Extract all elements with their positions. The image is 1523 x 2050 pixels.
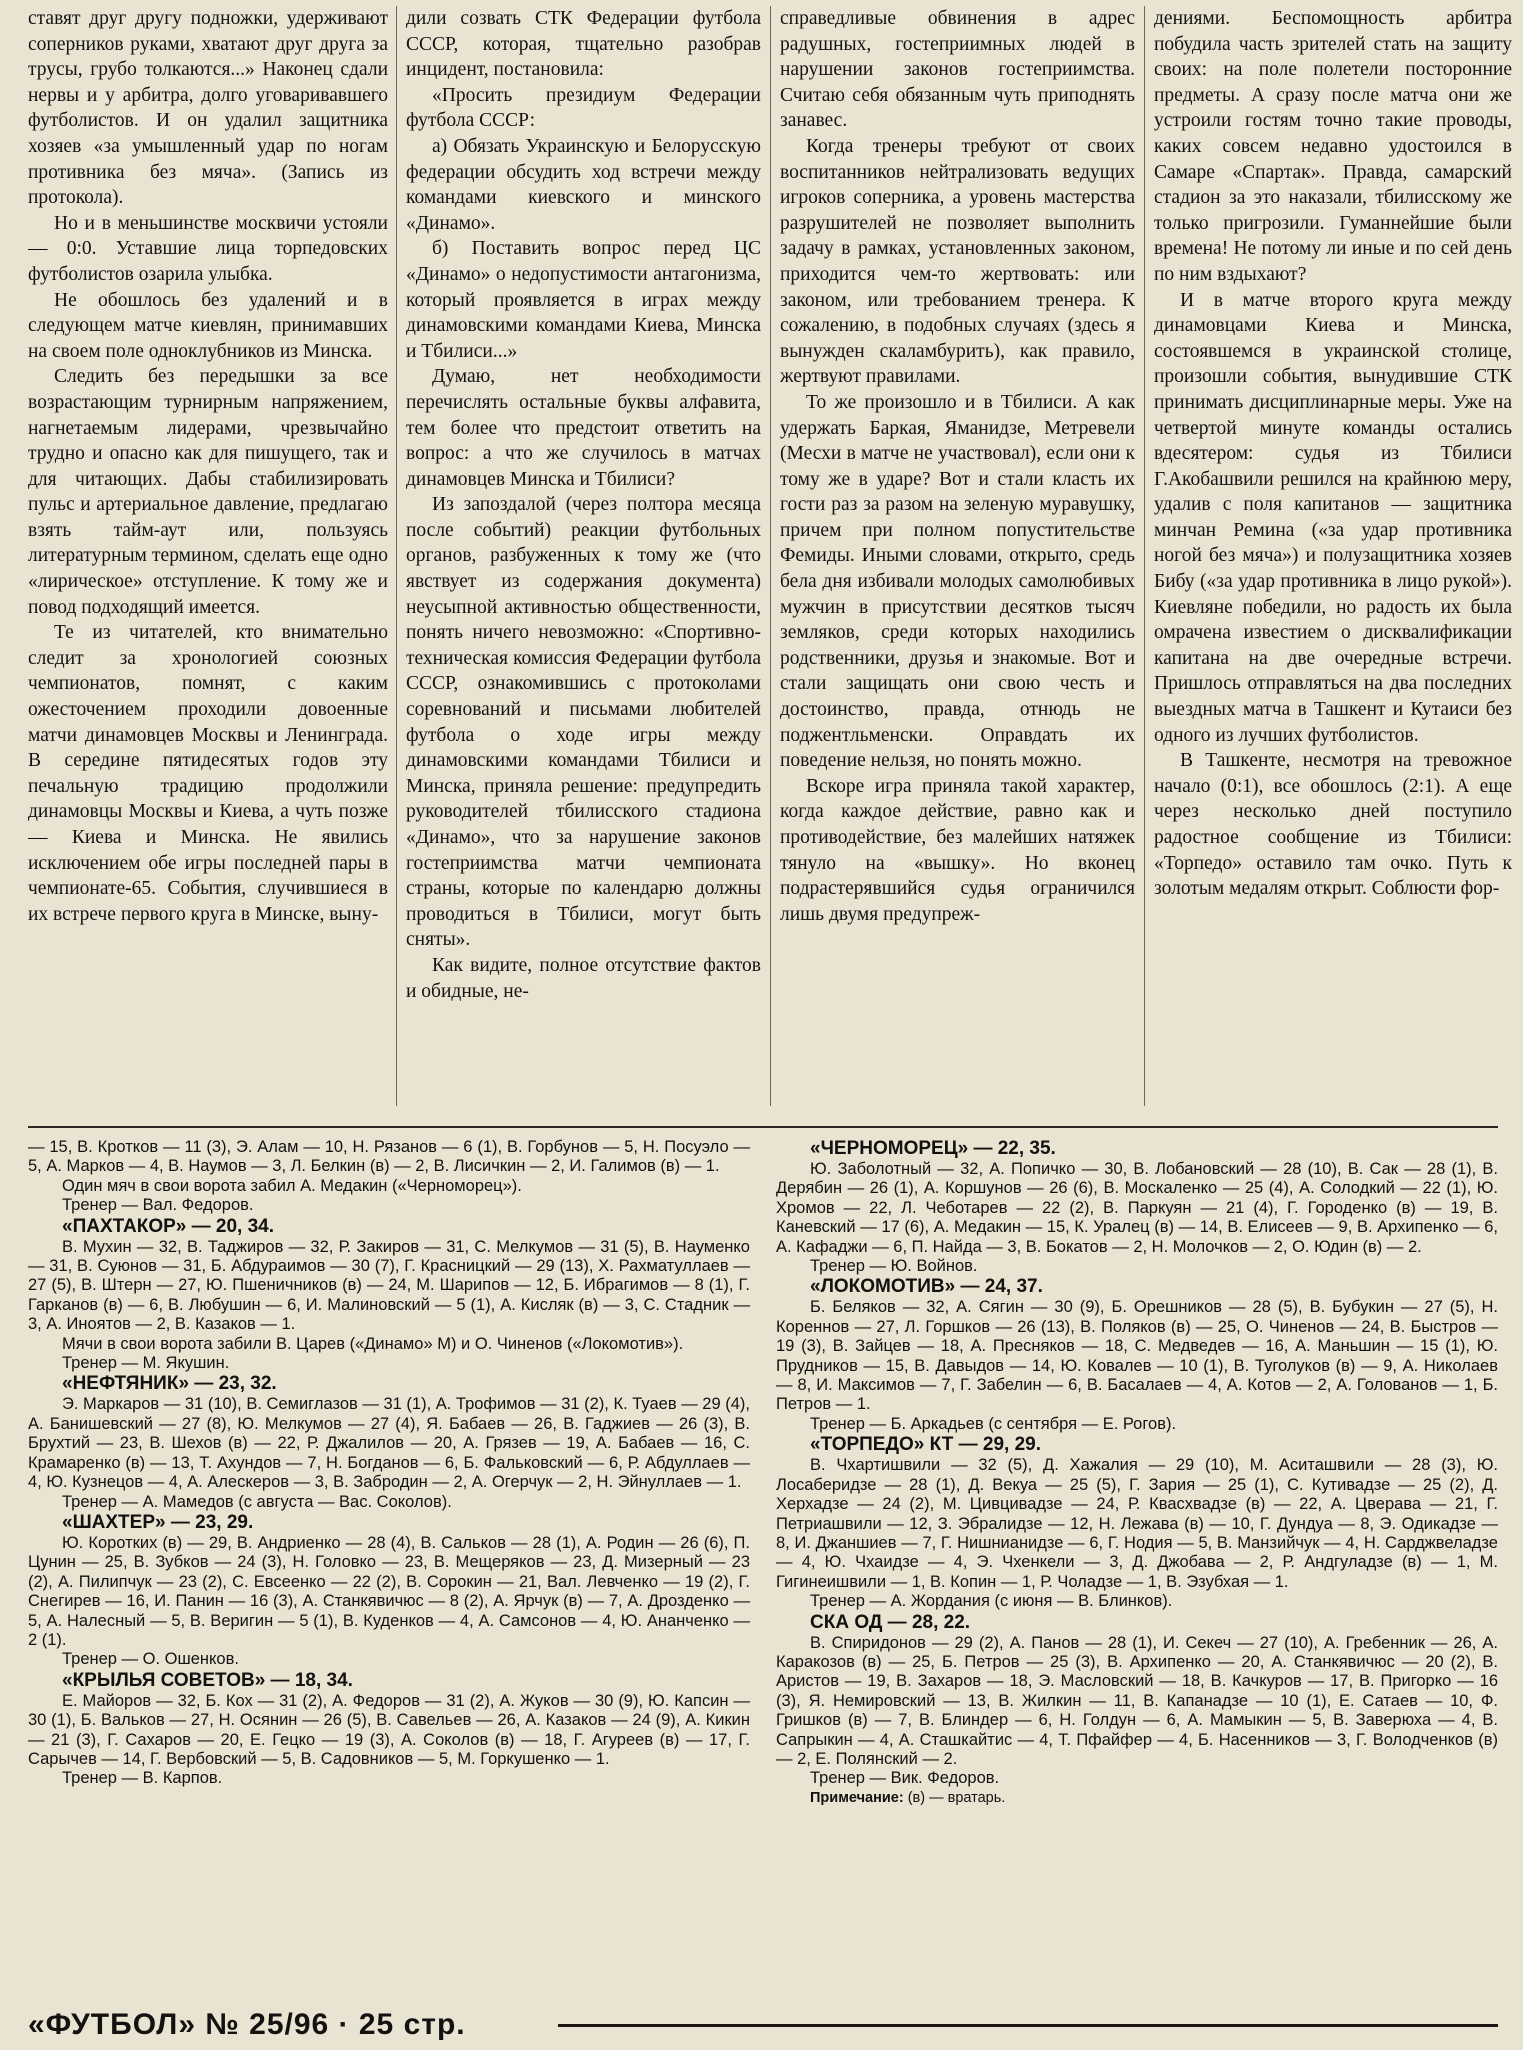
column-divider <box>770 6 771 1106</box>
article-paragraph: Не обошлось без удалений и в следующем матче киевлян, принимавших на своем поле одноклубников из Минска. <box>28 289 388 362</box>
article-columns <box>28 6 1512 1121</box>
article-paragraph: Те из читателей, кто внимательно следит за хронологией союзных чемпионатов, помнят, с каким ожесточением проходили довоенные матчи динамовцев Москвы и Ленинграда. В середине пятидесятых годов эту печальную традицию продолжили динамовцы Москвы и Киева, а чуть позже — Киева и Минска. Не явились исключением обе игры последней пары в чемпионате-65. События, случившиеся в их встрече первого круга в Минске, выну- <box>28 622 388 925</box>
article-paragraph: Думаю, нет необходимости перечислять остальные буквы алфавита, тем более что предстоит ответить на вопрос: а что же случилось в матчах динамовцев Минска и Тбилиси? <box>406 366 761 490</box>
coach-line: Тренер — Вал. Федоров. <box>62 1196 254 1215</box>
article-paragraph: И в матче второго круга между динамовцами Киева и Минска, состоявшемся в украинской столице, произошли события, вынудившие СТК принимать дисциплинарные меры. Уже на четвертой минуте команды остались вдесятером: судья из Тбилиси Г.Акобашвили решился на крайнюю меру, удалив с поля капитанов — защитника минчан Ремина («за удар противника ногой без мяча») и полузащитника хозяев Бибу («за удар противника в лицо рукой»). Киевляне победили, но радость их была омрачена известием о дисквалификации капитана на две очередные встречи. Пришлось отправляться на два последних выездных матча в Ташкент и Кутаиси без одного из лучших футболистов. <box>1154 289 1512 746</box>
team-heading: СКА ОД — 28, 22. <box>810 1611 971 1633</box>
player-list: Е. Майоров — 32, Б. Кох — 31 (2), А. Федоров — 31 (2), А. Жуков — 30 (9), Ю. Капсин — 30 (1), Б. Вальков — 27, Н. Осянин — 26 (5), В. Савельев — 26, А. Казаков — 24 (9), А. Кикин — 21 (3), Г. Сахаров — 20, Е. Гецко — 19 (3), А. Соколов (в) — 18, Г. Агуреев (в) — 17, Г. Сарычев — 14, Г. Вербовский — 5, В. Садовников — 5, М. Горкушенко — 1. <box>28 1691 750 1768</box>
player-list: Ю. Заболотный — 32, А. Попичко — 30, В. Лобановский — 28 (10), В. Сак — 28 (1), В. Дерябин — 26 (1), А. Коршунов — 26 (6), В. Москаленко — 25 (4), А. Солодкий — 22 (1), Ю. Хромов — 22, Л. Чеботарев — 22 (2), В. Паркуян — 21 (4), Г. Городенко (в) — 19, В. Каневский — 17 (6), А. Медакин — 15, К. Уралец (в) — 14, В. Елисеев — 9, В. Архипенко — 6, А. Кафаджи — 6, П. Найда — 3, В. Бокатов — 2, Н. Молочков — 2, О. Юдин (в) — 2. <box>776 1160 1498 1256</box>
article-paragraph: То же произошло и в Тбилиси. А как удержать Баркая, Яманидзе, Метревели (Месхи в матче не участвовал), если они к тому же в ударе? Вот и стали класть их гости раз за разом на зеленую муравушку, причем при полном попустительстве Фемиды. Иными словами, открыто, средь бела дня избивали молодых самолюбивых мужчин в присутствии десятков тысяч земляков, среди которых находились родственники, друзья и знакомые. Вот и стали защищать они свою честь и достоинство, правда, отнюдь не поджентльменски. Оправдать их поведение нельзя, но понять можно. <box>780 391 1135 772</box>
article-paragraph: Следить без передышки за все возрастающим турнирным напряжением, нагнетаемым лидерами, чрезвычайно трудно и опасно как для пишущего, так и для читающих. Дабы стабилизировать пульс и артериальное давление, предлагаю взять тайм-аут или, пользуясь литературным термином, сделать еще одно «лирическое» отступление. К тому же и повод подходящий имеется. <box>28 366 388 618</box>
coach-line: Тренер — В. Карпов. <box>62 1769 223 1788</box>
article-paragraph: Вскоре игра приняла такой характер, когда каждое действие, равно как и противодействие, без малейших натяжек тянуло на «вышку». Но вконец подрастерявшийся судья ограничился лишь двумя предупреж- <box>780 775 1135 925</box>
article-paragraph: ставят друг другу подножки, удерживают соперников руками, хватают друг друга за трусы, грубо толкаются...» Наконец сдали нервы и у арбитра, долго уговаривавшего футболистов. И он удалил защитника хозяев «за умышленный удар по ногам противника без мяча». (Запись из протокола). <box>28 8 388 209</box>
footnote-label: Примечание: <box>810 1789 904 1806</box>
article-paragraph: дениями. Беспомощность арбитра побудила часть зрителей стать на защиту своих: на поле полетели посторонние предметы. А сразу после матча они же устроили гостям точно такие проводы, каких совсем недавно удостоился в Самаре «Спартак». Правда, самарский стадион за это наказали, тбилисскому же только пригрозили. Гуманнейшие были времена! Не потому ли иные и по сей день по ним вздыхают? <box>1154 8 1512 285</box>
coach-line: Тренер — О. Ошенков. <box>62 1650 239 1669</box>
team-heading: «КРЫЛЬЯ СОВЕТОВ» — 18, 34. <box>62 1669 353 1691</box>
player-list: Один мяч в свои ворота забил А. Медакин («Черноморец»). <box>62 1176 522 1195</box>
stats-column-left <box>28 1138 750 1998</box>
column-divider <box>396 6 397 1106</box>
column-divider <box>1144 6 1145 1106</box>
player-list: В. Чхартишвили — 32 (5), Д. Хажалия — 29 (10), М. Аситашвили — 28 (3), Ю. Лосаберидзе — 28 (1), Д. Векуа — 25 (5), Г. Зария — 25 (1), С. Кутивадзе — 25 (2), Д. Херхадзе — 24 (2), М. Цивцивадзе — 24, Р. Квасхвадзе (в) — 22, А. Цверава — 21, Г. Петриашвили — 12, З. Эбралидзе — 12, Н. Лежава (в) — 10, Г. Дундуа — 8, Э. Одикадзе — 8, И. Джаншиев — 7, Г. Нишнианидзе — 6, Г. Нодия — 5, В. Манзийчук — 4, Н. Сарджвеладзе — 4, Ю. Чхаидзе — 4, Э. Чхенкели — 3, Д. Джобава — 2, Р. Андгуладзе (в) — 1, М. Гигинеишвили — 1, В. Копин — 1, Р. Чоладзе — 1, В. Эзубхая — 1. <box>776 1456 1498 1591</box>
player-list: В. Спиридонов — 29 (2), А. Панов — 28 (1), И. Секеч — 27 (10), А. Гребенник — 26, А. Каракозов (в) — 25, Б. Петров — 25 (3), В. Архипенко — 20, А. Станкявичюс — 20 (2), В. Аристов — 19, В. Захаров — 18, Э. Масловский — 18, В. Качкуров — 17, В. Пригорко — 16 (3), Я. Немировский — 13, В. Жилкин — 11, В. Капанадзе — 10 (1), Е. Сатаев — 10, Ф. Гришков (в) — 7, В. Блиндер — 6, Н. Голдун — 6, А. Мамыкин — 5, В. Заверюха — 4, В. Сапрыкин — 4, А. Сташкайтис — 4, Т. Пфайфер — 4, Б. Насенников — 3, Г. Володченков (в) — 2, Е. Полянский — 2. <box>776 1633 1498 1768</box>
coach-line: Тренер — Вик. Федоров. <box>810 1769 1000 1788</box>
article-paragraph: а) Обязать Украинскую и Белорусскую федерации обсудить ход встречи между командами киевского и минского «Динамо». <box>406 135 761 234</box>
footer-publication-info: «ФУТБОЛ» № 25/96 · 25 стр. <box>28 2008 466 2041</box>
article-paragraph: В Ташкенте, несмотря на тревожное начало (0:1), все обошлось (2:1). А еще через несколько дней поступило радостное сообщение из Тбилиси: «Торпедо» оставило там очко. Путь к золотым медалям открыт. Соблюсти фор- <box>1154 750 1512 900</box>
article-paragraph: Но и в меньшинстве москвичи устояли — 0:0. Уставшие лица торпедовских футболистов озарила улыбка. <box>28 212 388 285</box>
coach-line: Тренер — Б. Аркадьев (с сентября — Е. Рогов). <box>810 1414 1177 1433</box>
stats-column-right <box>776 1138 1498 1998</box>
article-paragraph: «Просить президиум Федерации футбола СССР: <box>406 84 761 132</box>
player-list: — 15, В. Кротков — 11 (3), Э. Алам — 10, Н. Рязанов — 6 (1), В. Горбунов — 5, Н. Посуэло — 5, А. Марков — 4, В. Наумов — 3, Л. Белкин (в) — 2, В. Лисичкин — 2, И. Галимов (в) — 1. <box>28 1138 750 1176</box>
footer-rule <box>558 2024 1498 2027</box>
player-list: Э. Маркаров — 31 (10), В. Семиглазов — 31 (1), А. Трофимов — 31 (2), К. Туаев — 29 (4), А. Банишевский — 27 (8), Ю. Мелкумов — 27 (4), Я. Бабаев — 26, В. Гаджиев — 26 (3), В. Брухтий — 23, В. Шехов (в) — 22, Р. Джалилов — 20, А. Грязев — 19, А. Бабаев — 16, С. Крамаренко (в) — 13, Т. Ахундов — 7, Н. Богданов — 6, Б. Фальковский — 6, Р. Абдуллаев — 4, Ю. Кузнецов — 4, А. Алескеров — 3, В. Забродин — 2, А. Огерчук — 2, Н. Эйнуллаев — 1. <box>28 1395 750 1492</box>
team-heading: «НЕФТЯНИК» — 23, 32. <box>62 1373 277 1395</box>
section-divider <box>28 1126 1498 1128</box>
article-paragraph: дили созвать СТК Федерации футбола СССР, которая, тщательно разобрав инцидент, постановила: <box>406 8 761 81</box>
footnote <box>776 1789 1498 1808</box>
coach-line: Тренер — А. Мамедов (с августа — Вас. Соколов). <box>62 1492 452 1511</box>
player-list: В. Мухин — 32, В. Таджиров — 32, Р. Закиров — 31, С. Мелкумов — 31 (5), В. Науменко — 31, В. Суюнов — 31, Б. Абдураимов — 30 (7), Г. Красницкий — 29 (13), Х. Рахматуллаев — 27 (5), В. Штерн — 27, Ю. Пшеничников (в) — 24, М. Шарипов — 12, Б. Ибрагимов — 8 (1), Г. Гарканов (в) — 6, В. Любушин — 6, И. Малиновский — 5 (1), А. Кисляк (в) — 3, С. Стадник — 3, А. Иноятов — 2, В. Казаков — 1. <box>28 1237 750 1334</box>
player-list: Ю. Коротких (в) — 29, В. Андриенко — 28 (4), В. Сальков — 28 (1), А. Родин — 26 (6), П. Цунин — 25, В. Зубков — 24 (3), Н. Головко — 23, В. Мещеряков — 23, Д. Мизерный — 23 (2), А. Пилипчук — 23 (2), С. Евсеенко — 22 (2), В. Сорокин — 21, Вал. Левченко — 19 (2), Г. Снегирев — 16, И. Панин — 16 (3), А. Станкявичюс — 8 (2), А. Ярчук (в) — 7, А. Дрозденко — 5, А. Налесный — 5, В. Веригин — 5 (1), В. Куденков — 4, А. Самсонов — 4, Ю. Ананченко — 2 (1). <box>28 1533 750 1649</box>
article-paragraph: справедливые обвинения в адрес радушных, гостеприимных людей в нарушении законов гостеприимства. Считаю себя обязанным чуть приподнять занавес. <box>780 8 1135 132</box>
coach-line: Тренер — А. Жордания (с июня — В. Блинков). <box>810 1592 1173 1611</box>
player-list: Мячи в свои ворота забили В. Царев («Динамо» М) и О. Чиненов («Локомотив»). <box>62 1334 684 1353</box>
team-heading: «ЧЕРНОМОРЕЦ» — 22, 35. <box>810 1138 1056 1159</box>
article-paragraph: б) Поставить вопрос перед ЦС «Динамо» о недопустимости антагонизма, который проявляется в играх между динамовскими командами Киева, Минска и Тбилиси...» <box>406 238 761 362</box>
page-footer <box>28 2008 1498 2042</box>
team-heading: «ШАХТЕР» — 23, 29. <box>62 1511 254 1533</box>
article-column-1 <box>28 6 388 1116</box>
article-paragraph: Когда тренеры требуют от своих воспитанников нейтрализовать ведущих игроков соперника, а уровень мастерства разрушителей не позволяет выполнить задачу в рамках, установленных законом, приходится чем-то жертвовать: или законом, или требованием тренера. К сожалению, в подобных случаях (здесь я вынужден скаламбурить), как правило, жертвуют правилами. <box>780 135 1135 388</box>
article-column-4 <box>1154 6 1512 1116</box>
article-paragraph: Из запоздалой (через полтора месяца после событий) реакции футбольных органов, разбуженных к тому же (что явствует из содержания документа) неусыпной активностью общественности, понять ничего невозможно: «Спортивно-техническая комиссия Федерации футбола СССР, ознакомившись с протоколами соревнований и письмами любителей футбола о ходе игры между динамовскими командами Тбилиси и Минска, приняла решение: предупредить руководителей тбилисского стадиона «Динамо», что за нарушение законов гостеприимства матчи чемпионата страны, которые по календарю должны проводиться в Тбилиси, могут быть сняты». <box>406 494 761 951</box>
coach-line: Тренер — М. Якушин. <box>62 1354 230 1373</box>
player-list: Б. Беляков — 32, А. Сягин — 30 (9), Б. Орешников — 28 (5), В. Бубукин — 27 (5), Н. Кореннов — 27, Л. Горшков — 26 (13), В. Поляков (в) — 25, О. Чиненов — 24, В. Быстров — 19 (3), В. Зайцев — 18, А. Пресняков — 18, С. Медведев — 16, А. Маньшин — 15 (1), Ю. Прудников — 15, В. Давыдов — 14, Ю. Ковалев — 10 (1), В. Туголуков (в) — 9, А. Николаев — 8, И. Максимов — 7, Г. Забелин — 6, В. Басалаев — 4, А. Котов — 2, А. Голованов — 1, Б. Петров — 1. <box>776 1298 1498 1414</box>
article-paragraph: Как видите, полное отсутствие фактов и обидные, не- <box>406 954 761 1002</box>
article-column-3 <box>780 6 1135 1116</box>
footnote-text: (в) — вратарь. <box>903 1789 1006 1806</box>
article-column-2 <box>406 6 761 1116</box>
team-statistics <box>28 1138 1498 1998</box>
team-heading: «ПАХТАКОР» — 20, 34. <box>62 1215 275 1237</box>
coach-line: Тренер — Ю. Войнов. <box>810 1257 978 1276</box>
team-heading: «ТОРПЕДО» КТ — 29, 29. <box>810 1434 1041 1456</box>
team-heading: «ЛОКОМОТИВ» — 24, 37. <box>810 1276 1043 1298</box>
